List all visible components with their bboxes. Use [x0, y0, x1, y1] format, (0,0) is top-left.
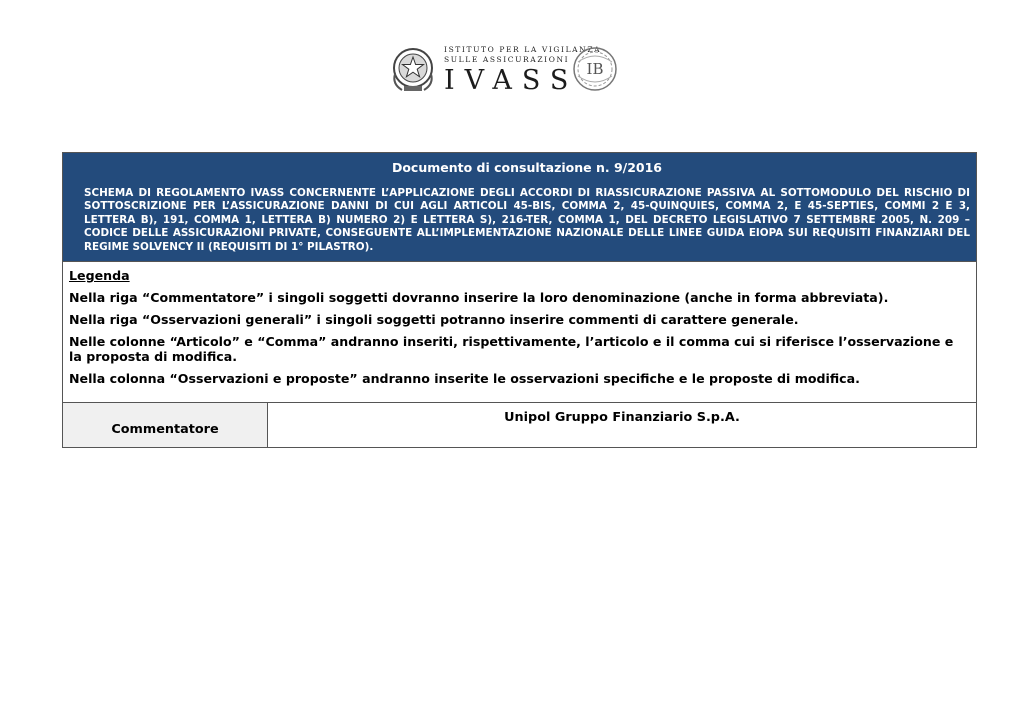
logo-line-1: ISTITUTO PER LA VIGILANZA [444, 45, 602, 54]
seal-text: IB [586, 60, 604, 78]
document-subtitle: SCHEMA DI REGOLAMENTO IVASS CONCERNENTE L’APPLICAZIONE DEGLI ACCORDI DI RIASSICURAZIONE PASSIVA AL SOTTOMODULO DEL RISCHIO DI SOTTOSCRIZIONE PER L’ASSICURAZIONE DANNI DI CUI AGLI ARTICOLI 45-BIS, COMMA 2, 45-QUINQUIES, COMMA 2, E 45-SEPTIES, COMMI 2 E 3, LETTERA B), 191, COMMA 1, LETTERA B) NUMERO 2) E LETTERA S), 216-TER, COMMA 1, DEL DECRETO LEGISLATIVO 7 SETTEMBRE 2005, N. 209 – CODICE DELLE ASSICURAZIONI PRIVATE, CONSEGUENTE ALL’IMPLEMENTAZIONE NAZIONALE DELLE LINEE GUIDA EIOPA SUI REQUISITI FINANZIARI DEL REGIME SOLVENCY II (REQUISITI DI 1° PILASTRO). [84, 187, 970, 253]
bank-seal-icon [572, 46, 618, 92]
commentator-label: Commentatore [63, 403, 268, 447]
commentator-row [63, 403, 976, 447]
legend-title: Legenda [69, 268, 130, 284]
italian-emblem-icon [390, 44, 436, 94]
logo-line-2: SULLE ASSICURAZIONI [444, 55, 570, 64]
legend-line: Nella colonna “Osservazioni e proposte” andranno inserite le osservazioni specifiche e le proposte di modifica. [69, 371, 860, 387]
document-header [63, 153, 976, 262]
legend-line: Nella riga “Osservazioni generali” i singoli soggetti potranno inserire commenti di carattere generale. [69, 312, 799, 328]
commentator-value[interactable]: Unipol Gruppo Finanziario S.p.A. [504, 410, 740, 426]
legend-line: Nelle colonne “Articolo” e “Comma” andranno inseriti, rispettivamente, l’articolo e il comma cui si riferisce l’osservazione e la proposta di modifica. [69, 334, 954, 365]
legend-line: Nella riga “Commentatore” i singoli soggetti dovranno inserire la loro denominazione (anche in forma abbreviata). [69, 290, 889, 306]
ivass-logo [390, 42, 620, 98]
legend-section [63, 262, 976, 403]
document-title: Documento di consultazione n. 9/2016 [391, 160, 663, 175]
consultation-table [62, 152, 977, 448]
logo-name: IVASS [444, 65, 579, 96]
